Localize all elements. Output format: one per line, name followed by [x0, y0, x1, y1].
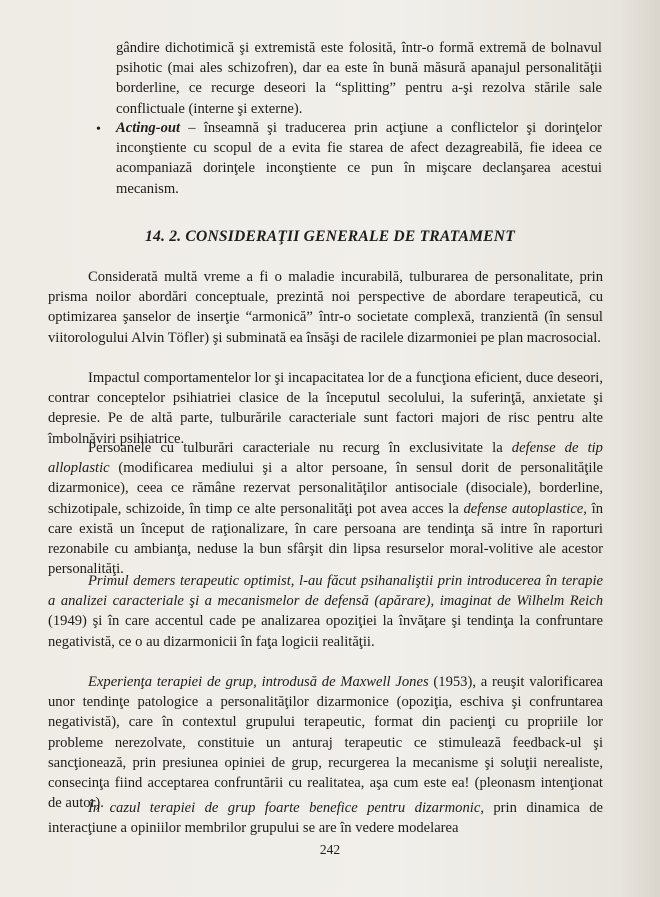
paragraph-4-text-b: (1949) şi în care accentul cade pe analizarea opoziţiei la învăţare şi tendinţa la confruntare negativistă, ce o au dizarmonicii în faţa logicii realităţii.	[48, 613, 603, 650]
paragraph-5-italic-a: Experienţa terapiei de grup, introdusă de Maxwell Jones	[88, 674, 429, 690]
paragraph-6-italic-a: În cazul terapiei de grup foarte benefice pentru dizarmonic,	[88, 800, 484, 816]
paragraph-1	[48, 267, 603, 348]
paragraph-3	[48, 438, 603, 579]
paragraph-3-text-e: , în care există un început de raţionalizare, în care persoana are tendinţa să intre în raporturi rezonabile cu ambianţa, neduse la bun sfârşit din lipsa resurselor moral-volitive ale acestor personalităţi.	[48, 500, 603, 578]
paragraph-5	[48, 672, 603, 813]
paragraph-4-italic-a: Primul demers terapeutic optimist, l-au făcut psihanaliştii prin introducerea în terapie a analizei caracteriale şi a mecanismelor de defensă (apărare), imaginat de Wilhelm Reich	[48, 573, 603, 610]
paragraph-2	[48, 368, 603, 449]
paragraph-3-text-a: Persoanele cu tulburări caracteriale nu recurg în exclusivitate la	[88, 440, 512, 456]
paragraph-4	[48, 571, 603, 652]
paragraph-5-text-b: (1953), a reuşit valorificarea unor tendinţe patologice a personalităţilor dizarmonice (opoziţia, eschiva şi confruntarea negativistă), care în contextul grupului terapeutic, format din pacienţi cu propriile lor probleme nerezolvate, constituie un anturaj terapeutic ce stimulează feedback-ul şi sancţionează, prin presiunea opiniei de grup, recurgerea la mecanisme şi soluţii nerealiste, consecinţa fiind acceptarea confruntării cu realitatea, aşa cum este ea! (pleonasm intenţionat de autor).	[48, 674, 603, 812]
bullet-paragraph	[116, 118, 602, 199]
paragraph-3-italic-d: defense autoplastice	[463, 500, 584, 517]
continuation-text: gândire dichotimică şi extremistă este folosită, într-o formă extremă de bolnavul psihotic (mai ales schizofren), dar ea este în bună măsură apanajul personalităţii borderline, ce recurge deseori la “splitting” pentru a-şi rezolva stările sale conflictuale (interne şi externe).	[116, 40, 602, 117]
bullet-term: Acting-out	[116, 120, 181, 136]
paragraph-6-text-b: prin dinamica de interacţiune a opiniilor membrilor grupului se are în vedere modelarea	[48, 800, 604, 837]
paragraph-1-text: Considerată multă vreme a fi o maladie incurabilă, tulburarea de personalitate, prin prisma noilor abordări conceptuale, prezintă noi perspective de abordare terapeutică, cu optimizarea şanselor de inserţie “armonică” într-o societate complexă, tranzientă (în sensul viitorologului Alvin Töfler) şi subminată ea însăşi de racilele dizarmoniei pe plan macrosocial.	[48, 269, 603, 346]
bullet-text: – înseamnă şi traducerea prin acţiune a conflictelor şi dorinţelor inconştiente cu scopul de a evita fie starea de afect dezagreabilă, fie ideea ce acompaniază dorinţele inconştiente ce pun în mişcare declanşarea acestui mecanism.	[116, 120, 602, 197]
paragraph-6	[48, 798, 603, 838]
page-number: 242	[319, 842, 341, 857]
paragraph-3-italic-b: defense de tip alloplastic	[48, 440, 603, 477]
paragraph-2-text: Impactul comportamentelor lor şi incapacitatea lor de a funcţiona eficient, duce deseori, contrar conceptelor psihiatriei clasice de la începutul secolului, la suferinţă, anxietate şi depresie. Pe de altă parte, tulburările caracteriale sunt factori majori de risc pentru alte îmbolnăviri psihiatrice.	[48, 370, 603, 447]
continuation-paragraph	[116, 38, 602, 119]
section-heading: 14. 2. CONSIDERAŢII GENERALE DE TRATAMENT	[145, 228, 515, 245]
paragraph-3-text-c: (modificarea mediului şi a altor persoane, în sensul dorit de personalităţile dizarmonice), ceea ce rămâne rezervat personalităţilor antisociale (disociale), borderline, schizotipale, schizoide, în timp ce alte personalităţi pot avea acces la	[48, 460, 603, 517]
bullet-dot-icon: •	[96, 122, 101, 137]
